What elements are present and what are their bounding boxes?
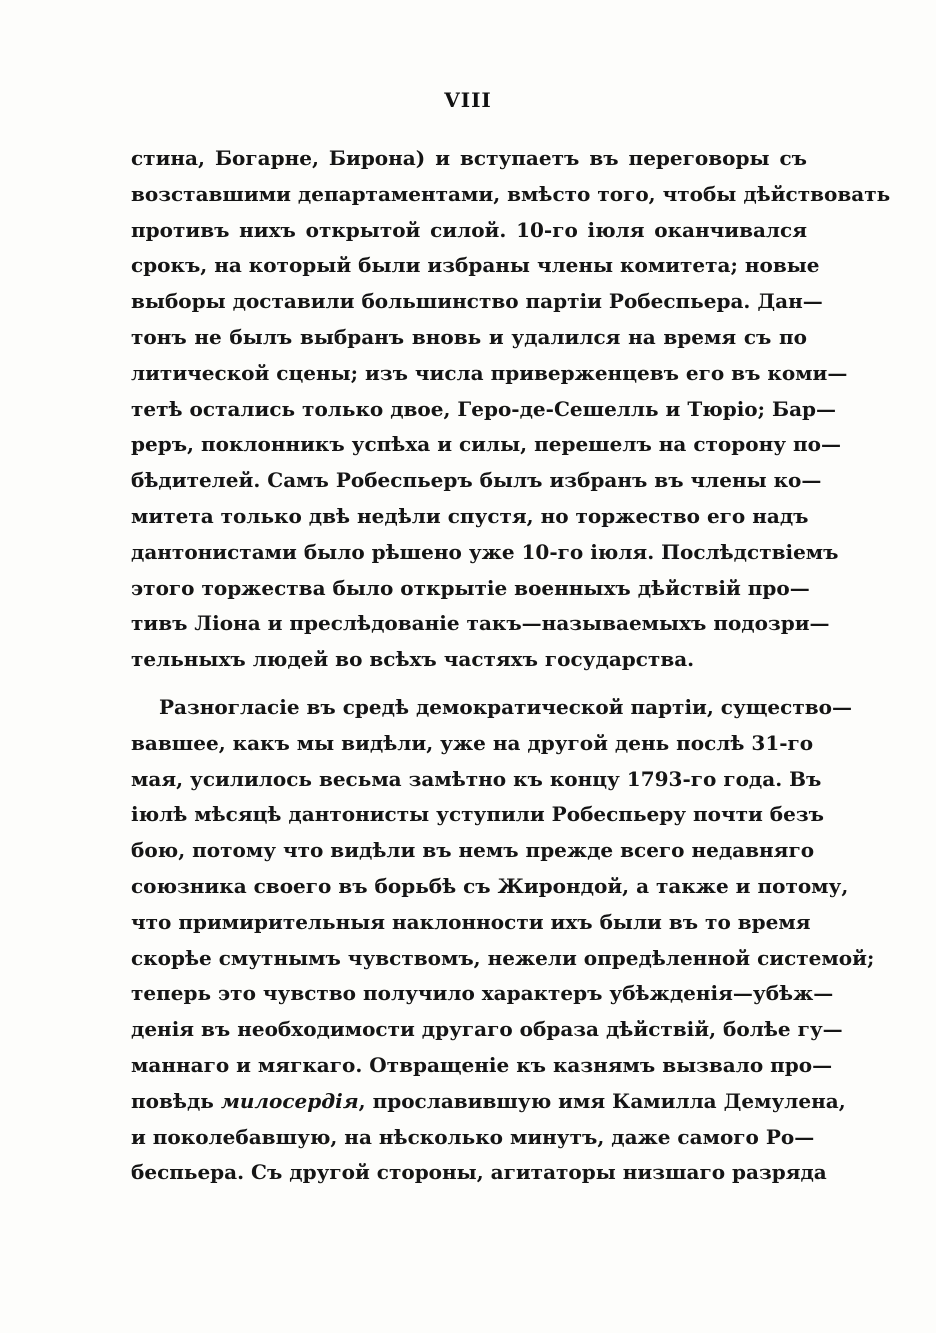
text-line: возставшими департаментами, вмѣсто того, чтобы дѣйствовать bbox=[131, 181, 891, 206]
text-line: и поколебавшую, на нѣсколько минутъ, даже самого Ро— bbox=[131, 1124, 815, 1149]
text-line: беспьера. Съ другой стороны, агитаторы низшаго разряда bbox=[131, 1160, 827, 1185]
line-text: , прославившую имя Камилла Демулена, bbox=[358, 1088, 846, 1113]
text-line: бою, потому что видѣли въ немъ прежде всего недавняго bbox=[131, 838, 815, 863]
text-line: срокъ, на который были избраны члены комитета; новые bbox=[131, 253, 820, 278]
text-line: денія въ необходимости другаго образа дѣйствій, болѣе гу— bbox=[131, 1017, 843, 1042]
paragraph-1 bbox=[131, 141, 891, 678]
text-line: теперь это чувство получило характеръ убѣжденія—убѣж— bbox=[131, 981, 834, 1006]
text-line: что примирительныя наклонности ихъ были въ то время bbox=[131, 909, 811, 934]
text-line-with-emphasis bbox=[131, 1084, 846, 1120]
text-line: мая, усилилось весьма замѣтно къ концу 1793-го года. Въ bbox=[131, 766, 822, 791]
paragraph-2 bbox=[131, 690, 875, 1191]
text-line: союзника своего въ борьбѣ съ Жирондой, а также и потому, bbox=[131, 873, 849, 898]
text-line: скорѣе смутнымъ чувствомъ, нежели опредѣленной системой; bbox=[131, 945, 875, 970]
text-line: митета только двѣ недѣли спустя, но торжество его надъ bbox=[131, 503, 809, 528]
text-line: маннаго и мягкаго. Отвращеніе къ казнямъ вызвало про— bbox=[131, 1052, 833, 1077]
text-line: Разногласіе въ средѣ демократической партіи, существо— bbox=[159, 694, 852, 719]
text-line: вавшее, какъ мы видѣли, уже на другой день послѣ 31-го bbox=[131, 730, 814, 755]
text-line: тивъ Ліона и преслѣдованіе такъ—называемыхъ подозри— bbox=[131, 611, 830, 636]
text-line: литической сцены; изъ числа приверженцевъ его въ коми— bbox=[131, 360, 848, 385]
text-line: противъ нихъ открытой силой. 10-го іюля оканчивался bbox=[131, 217, 807, 242]
body-text bbox=[131, 141, 891, 1191]
text-line: тонъ не былъ выбранъ вновь и удалился на время съ по bbox=[131, 324, 807, 349]
text-line: реръ, поклонникъ успѣха и силы, перешелъ на сторону по— bbox=[131, 432, 841, 457]
emphasized-word: милосердія bbox=[220, 1088, 359, 1113]
text-line: выборы доставили большинство партіи Робеспьера. Дан— bbox=[131, 289, 823, 314]
page-number: VIII bbox=[444, 88, 492, 112]
line-text: повѣдь bbox=[131, 1088, 221, 1113]
text-line: бѣдителей. Самъ Робеспьеръ былъ избранъ въ члены ко— bbox=[131, 468, 822, 493]
text-line: дантонистами было рѣшено уже 10-го іюля. Послѣдствіемъ bbox=[131, 539, 839, 564]
text-line: тетѣ остались только двое, Геро-де-Сешелль и Тюріо; Бар— bbox=[131, 396, 837, 421]
text-line: стина, Богарне, Бирона) и вступаетъ въ переговоры съ bbox=[131, 146, 807, 170]
text-line: іюлѣ мѣсяцѣ дантонисты уступили Робеспьеру почти безъ bbox=[131, 802, 824, 827]
paragraph-gap bbox=[131, 678, 807, 690]
text-line: тельныхъ людей во всѣхъ частяхъ государства. bbox=[131, 647, 695, 672]
text-line: этого торжества было открытіе военныхъ дѣйствій про— bbox=[131, 575, 810, 600]
